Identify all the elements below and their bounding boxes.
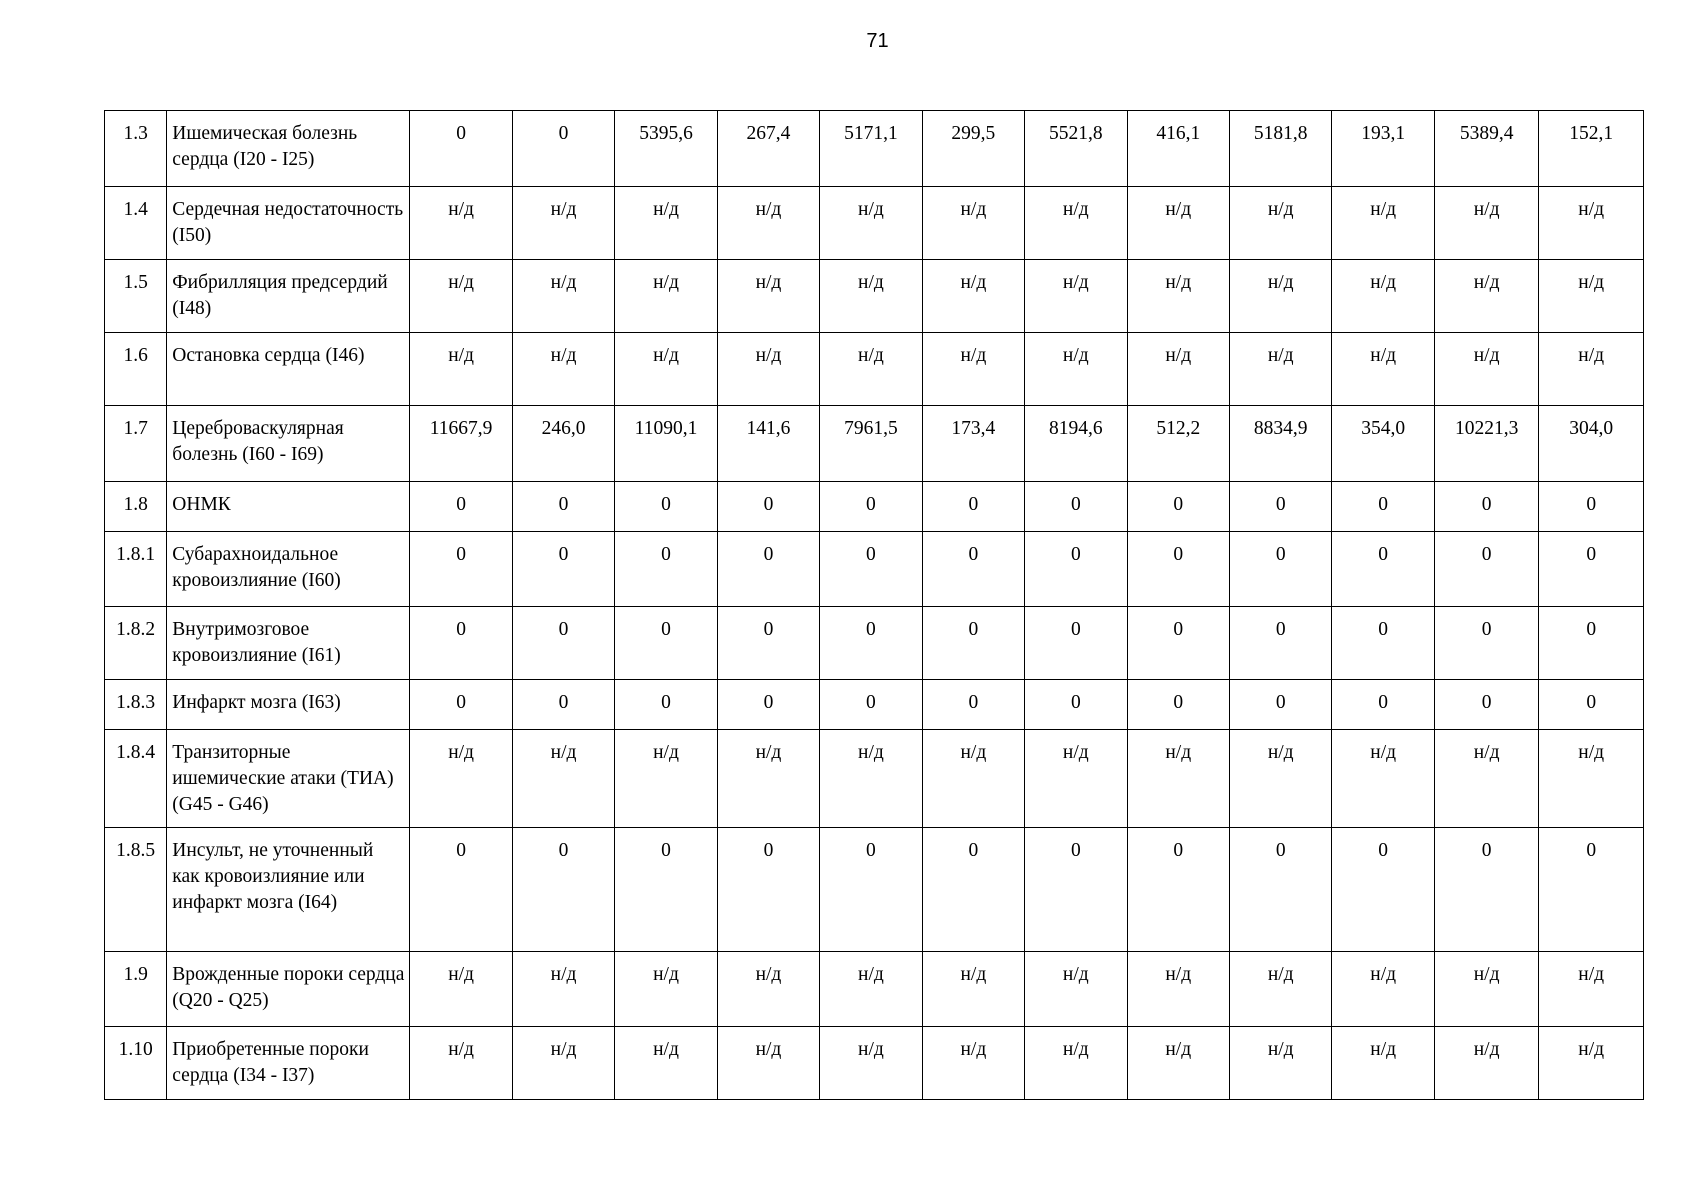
value-cell: н/д [1434, 952, 1538, 1027]
value-cell: н/д [615, 333, 717, 406]
row-name: Транзиторные ишемические атаки (ТИА) (G45 - G46) [167, 730, 410, 828]
value-cell: н/д [1539, 1027, 1644, 1100]
value-cell: н/д [820, 333, 922, 406]
value-cell: н/д [615, 260, 717, 333]
value-cell: н/д [1539, 333, 1644, 406]
value-cell: н/д [512, 187, 614, 260]
table-row [105, 187, 1644, 260]
value-cell: н/д [1127, 333, 1229, 406]
value-cell: н/д [922, 1027, 1024, 1100]
table-row [105, 111, 1644, 187]
value-cell: 0 [1127, 482, 1229, 532]
value-cell: 0 [820, 680, 922, 730]
value-cell: 0 [1434, 680, 1538, 730]
data-table [104, 110, 1644, 1100]
value-cell: 0 [1539, 532, 1644, 607]
value-cell: н/д [922, 952, 1024, 1027]
value-cell: 246,0 [512, 406, 614, 482]
value-cell: 0 [1025, 532, 1127, 607]
value-cell: н/д [717, 260, 819, 333]
value-cell: 0 [512, 680, 614, 730]
value-cell: н/д [922, 260, 1024, 333]
value-cell: н/д [820, 1027, 922, 1100]
value-cell: н/д [410, 260, 512, 333]
value-cell: 0 [922, 680, 1024, 730]
value-cell: н/д [1025, 333, 1127, 406]
value-cell: 0 [717, 482, 819, 532]
value-cell: 0 [1230, 828, 1332, 952]
value-cell: н/д [1332, 187, 1434, 260]
row-number: 1.8.2 [105, 607, 167, 680]
value-cell: н/д [410, 187, 512, 260]
value-cell: н/д [1434, 333, 1538, 406]
value-cell: 11667,9 [410, 406, 512, 482]
value-cell: 0 [512, 607, 614, 680]
value-cell: 0 [410, 828, 512, 952]
row-number: 1.8.4 [105, 730, 167, 828]
row-number: 1.8 [105, 482, 167, 532]
page-number: 71 [866, 30, 889, 52]
value-cell: 5389,4 [1434, 111, 1538, 187]
table-body [105, 111, 1644, 1100]
value-cell: 8834,9 [1230, 406, 1332, 482]
row-number: 1.3 [105, 111, 167, 187]
value-cell: 5395,6 [615, 111, 717, 187]
row-number: 1.6 [105, 333, 167, 406]
value-cell: 0 [1230, 482, 1332, 532]
value-cell: н/д [1332, 333, 1434, 406]
value-cell: н/д [1230, 1027, 1332, 1100]
value-cell: 0 [922, 482, 1024, 532]
row-name: Сердечная недостаточность (I50) [167, 187, 410, 260]
value-cell: н/д [1025, 952, 1127, 1027]
value-cell: н/д [1332, 1027, 1434, 1100]
value-cell: 0 [1332, 828, 1434, 952]
table-row [105, 260, 1644, 333]
row-number: 1.8.1 [105, 532, 167, 607]
value-cell: 0 [717, 828, 819, 952]
value-cell: 10221,3 [1434, 406, 1538, 482]
row-name: Фибрилляция предсердий (I48) [167, 260, 410, 333]
value-cell: н/д [615, 730, 717, 828]
value-cell: н/д [820, 730, 922, 828]
value-cell: 0 [1127, 607, 1229, 680]
value-cell: н/д [1332, 952, 1434, 1027]
row-number: 1.8.3 [105, 680, 167, 730]
value-cell: 0 [1434, 482, 1538, 532]
row-number: 1.8.5 [105, 828, 167, 952]
row-number: 1.5 [105, 260, 167, 333]
value-cell: 0 [512, 532, 614, 607]
value-cell: 0 [1332, 532, 1434, 607]
row-name: Остановка сердца (I46) [167, 333, 410, 406]
value-cell: н/д [922, 730, 1024, 828]
row-name: Ишемическая болезнь сердца (I20 - I25) [167, 111, 410, 187]
table-row [105, 680, 1644, 730]
table-row [105, 532, 1644, 607]
value-cell: н/д [410, 730, 512, 828]
value-cell: н/д [1539, 730, 1644, 828]
value-cell: 0 [1332, 607, 1434, 680]
value-cell: н/д [1025, 1027, 1127, 1100]
value-cell: н/д [410, 333, 512, 406]
value-cell: н/д [1332, 730, 1434, 828]
table-row [105, 730, 1644, 828]
value-cell: н/д [615, 1027, 717, 1100]
value-cell: 0 [615, 828, 717, 952]
value-cell: 0 [1434, 607, 1538, 680]
value-cell: 299,5 [922, 111, 1024, 187]
value-cell: 0 [1127, 828, 1229, 952]
value-cell: н/д [717, 187, 819, 260]
value-cell: н/д [1539, 952, 1644, 1027]
value-cell: н/д [1127, 187, 1229, 260]
value-cell: н/д [1127, 260, 1229, 333]
value-cell: 0 [1127, 532, 1229, 607]
row-number: 1.10 [105, 1027, 167, 1100]
value-cell: 0 [512, 482, 614, 532]
value-cell: 0 [615, 482, 717, 532]
value-cell: 0 [820, 828, 922, 952]
value-cell: 0 [717, 607, 819, 680]
value-cell: 0 [1025, 680, 1127, 730]
table-row [105, 482, 1644, 532]
value-cell: 0 [922, 828, 1024, 952]
value-cell: 0 [1539, 828, 1644, 952]
value-cell: н/д [1434, 730, 1538, 828]
value-cell: 0 [717, 532, 819, 607]
value-cell: н/д [1127, 952, 1229, 1027]
value-cell: 0 [1025, 828, 1127, 952]
value-cell: 5521,8 [1025, 111, 1127, 187]
row-number: 1.9 [105, 952, 167, 1027]
value-cell: 5181,8 [1230, 111, 1332, 187]
table-row [105, 828, 1644, 952]
row-name: Инфаркт мозга (I63) [167, 680, 410, 730]
value-cell: 0 [1230, 607, 1332, 680]
value-cell: 0 [1332, 680, 1434, 730]
value-cell: 0 [1539, 482, 1644, 532]
value-cell: 8194,6 [1025, 406, 1127, 482]
value-cell: 0 [922, 532, 1024, 607]
value-cell: 0 [615, 680, 717, 730]
value-cell: н/д [1434, 1027, 1538, 1100]
value-cell: 512,2 [1127, 406, 1229, 482]
value-cell: 0 [717, 680, 819, 730]
value-cell: н/д [512, 333, 614, 406]
value-cell: н/д [820, 187, 922, 260]
value-cell: н/д [922, 333, 1024, 406]
value-cell: н/д [410, 1027, 512, 1100]
value-cell: 0 [615, 607, 717, 680]
value-cell: н/д [1025, 187, 1127, 260]
table-row [105, 1027, 1644, 1100]
value-cell: н/д [615, 187, 717, 260]
row-name: Цереброваскулярная болезнь (I60 - I69) [167, 406, 410, 482]
value-cell: н/д [1230, 333, 1332, 406]
value-cell: 0 [1434, 532, 1538, 607]
value-cell: н/д [512, 952, 614, 1027]
value-cell: н/д [1025, 730, 1127, 828]
value-cell: 5171,1 [820, 111, 922, 187]
value-cell: 152,1 [1539, 111, 1644, 187]
value-cell: н/д [1539, 187, 1644, 260]
value-cell: 416,1 [1127, 111, 1229, 187]
value-cell: 0 [1230, 680, 1332, 730]
value-cell: 0 [1332, 482, 1434, 532]
row-name: Субарахноидальное кровоизлияние (I60) [167, 532, 410, 607]
value-cell: 0 [615, 532, 717, 607]
value-cell: 0 [1539, 607, 1644, 680]
value-cell: 0 [1434, 828, 1538, 952]
value-cell: н/д [1332, 260, 1434, 333]
value-cell: 0 [1539, 680, 1644, 730]
row-name: Врожденные пороки сердца (Q20 - Q25) [167, 952, 410, 1027]
value-cell: н/д [1025, 260, 1127, 333]
value-cell: 173,4 [922, 406, 1024, 482]
row-name: Внутримозговое кровоизлияние (I61) [167, 607, 410, 680]
value-cell: н/д [922, 187, 1024, 260]
value-cell: 0 [1230, 532, 1332, 607]
value-cell: н/д [512, 260, 614, 333]
value-cell: н/д [1434, 260, 1538, 333]
value-cell: 7961,5 [820, 406, 922, 482]
value-cell: н/д [512, 730, 614, 828]
value-cell: н/д [1539, 260, 1644, 333]
value-cell: н/д [512, 1027, 614, 1100]
value-cell: 354,0 [1332, 406, 1434, 482]
table-row [105, 952, 1644, 1027]
value-cell: н/д [1127, 1027, 1229, 1100]
row-name: Инсульт, не уточненный как кровоизлияние или инфаркт мозга (I64) [167, 828, 410, 952]
value-cell: н/д [717, 1027, 819, 1100]
table-row [105, 333, 1644, 406]
value-cell: 0 [820, 482, 922, 532]
value-cell: н/д [717, 730, 819, 828]
value-cell: 0 [820, 607, 922, 680]
value-cell: 0 [512, 111, 614, 187]
value-cell: 11090,1 [615, 406, 717, 482]
value-cell: 0 [1025, 482, 1127, 532]
value-cell: н/д [615, 952, 717, 1027]
table-row [105, 607, 1644, 680]
value-cell: н/д [410, 952, 512, 1027]
value-cell: 193,1 [1332, 111, 1434, 187]
row-name: ОНМК [167, 482, 410, 532]
value-cell: 0 [410, 482, 512, 532]
value-cell: 304,0 [1539, 406, 1644, 482]
value-cell: 0 [512, 828, 614, 952]
value-cell: н/д [717, 333, 819, 406]
value-cell: 0 [1127, 680, 1229, 730]
value-cell: 0 [1025, 607, 1127, 680]
value-cell: 0 [410, 680, 512, 730]
value-cell: н/д [717, 952, 819, 1027]
value-cell: н/д [1127, 730, 1229, 828]
value-cell: н/д [820, 260, 922, 333]
value-cell: н/д [1230, 187, 1332, 260]
row-name: Приобретенные пороки сердца (I34 - I37) [167, 1027, 410, 1100]
value-cell: 141,6 [717, 406, 819, 482]
value-cell: н/д [1434, 187, 1538, 260]
value-cell: н/д [1230, 730, 1332, 828]
value-cell: 0 [922, 607, 1024, 680]
value-cell: 0 [410, 532, 512, 607]
table-row [105, 406, 1644, 482]
value-cell: 267,4 [717, 111, 819, 187]
row-number: 1.4 [105, 187, 167, 260]
row-number: 1.7 [105, 406, 167, 482]
value-cell: 0 [410, 111, 512, 187]
value-cell: 0 [820, 532, 922, 607]
value-cell: 0 [410, 607, 512, 680]
value-cell: н/д [820, 952, 922, 1027]
value-cell: н/д [1230, 260, 1332, 333]
value-cell: н/д [1230, 952, 1332, 1027]
